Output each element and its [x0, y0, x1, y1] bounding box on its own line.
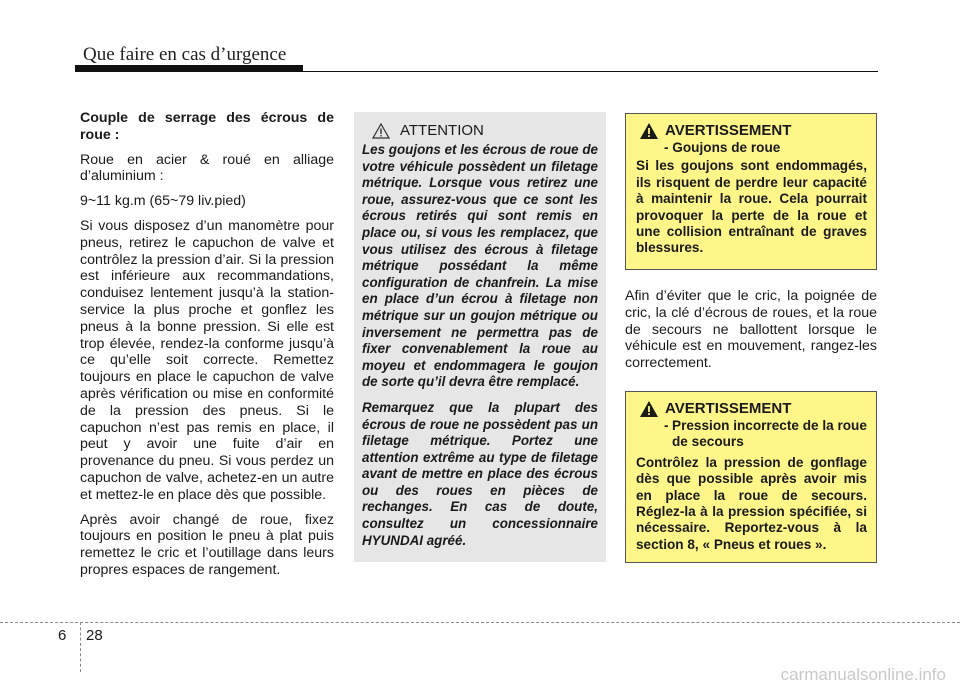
- left-column: [80, 110, 334, 587]
- warning-title: AVERTISSEMENT: [665, 399, 792, 417]
- warning-subtitle: - Goujons de roue: [664, 140, 781, 155]
- tire-pressure-paragraph: Si vous disposez d’un manomètre pour pneus, retirez le capuchon de valve et contrôlez la pression d’air. Si la pression est inférieure aux recommandations, conduisez lentement jusqu’à la station-service la plus proche et gonflez les pneus à la bonne pression. Si elle est trop élevée, rendez-la conforme jusqu’à ce qu’elle soit correcte. Remettez toujours en place le capuchon de valve après vérification ou mise en conformité de la pression des pneus. Si le capuchon n’est pas remis en place, il peut y avoir une fuite d’air en provenance du pneu. Si vous perdez un capuchon de valve, achetez-en un autre et mettez-le en place dès que possible.: [80, 217, 334, 503]
- torque-heading: Couple de serrage des écrous de roue :: [80, 110, 334, 143]
- chapter-number: 6: [58, 627, 67, 644]
- warning-triangle-icon: [639, 122, 659, 140]
- wheel-type-text: Roue en acier & roué en alliage d’aluminium :: [80, 151, 334, 185]
- watermark: carmanualsonline.info: [780, 665, 946, 684]
- warning-header: [639, 122, 867, 140]
- warning-triangle-icon: [639, 400, 659, 418]
- attention-title: ATTENTION: [400, 122, 484, 139]
- attention-box: [354, 112, 606, 562]
- header-rule: [303, 71, 878, 72]
- section-title: Que faire en cas d’urgence: [83, 44, 287, 65]
- caution-triangle-icon: [372, 123, 390, 139]
- attention-paragraph-2: Remarquez que la plupart des écrous de roue ne possèdent pas un filetage métrique. Portez une attention extrême au type de filetage avant de mettre en place des écrous ou des roues en pièces de rechanges. En cas de doute, consultez un concessionnaire HYUNDAI agréé.: [362, 399, 598, 548]
- header-bar: [75, 65, 303, 72]
- warning-body: Si les goujons sont endommagés, ils risquent de perdre leur capacité à maintenir la roue. Cela pourrait provoquer la perte de la roue et une collision entraînant de graves blessures.: [636, 158, 867, 256]
- attention-paragraph-1: Les goujons et les écrous de roue de votre véhicule possèdent un filetage métrique. Lorsque vous retirez une roue, assurez-vous que ce sont les écrous retirés qui sont remis en place ou, si vous les remplacez, que vous utilisez des écrous à filetage métrique possédant la même configuration de chanfrein. La mise en place d’un écrou à filetage non métrique sur un goujon métrique ou inversement ne permettra pas de fixer convenablement la roue au moyeu et endommagera le goujon de sorte qu’il devra être remplacé.: [362, 142, 598, 390]
- warning-subtitle: [664, 418, 867, 451]
- warning-title: AVERTISSEMENT: [665, 121, 792, 139]
- attention-header: [372, 122, 598, 139]
- stowage-paragraph: Après avoir changé de roue, fixez toujours en position le pneu à plat puis remettez le cric et l’outillage dans leurs propres espaces de rangement.: [80, 511, 334, 578]
- warning-header: [639, 400, 867, 418]
- subtitle-dash: -: [664, 418, 669, 433]
- warning-subtitle-text: Pression incorrecte de la roue de secours: [672, 418, 867, 450]
- jack-stowage-paragraph: Afin d’éviter que le cric, la poignée de cric, la clé d’écrous de roues, et la roue de secours ne ballottent lorsque le véhicule est en mouvement, rangez-les correctement.: [625, 288, 877, 372]
- warning-body: Contrôlez la pression de gonflage dès que possible après avoir mis en place la roue de secours. Réglez-la à la pression spécifiée, si nécessaire. Reportez-vous à la section 8, « Pneus et roues ».: [636, 454, 867, 552]
- torque-value-text: 9~11 kg.m (65~79 liv.pied): [80, 193, 246, 210]
- warning-box-spare-pressure: [625, 391, 877, 563]
- warning-box-wheel-studs: [625, 113, 877, 270]
- footer-divider: [80, 622, 81, 672]
- footer-rule: [0, 622, 960, 623]
- page-number: 28: [86, 627, 103, 644]
